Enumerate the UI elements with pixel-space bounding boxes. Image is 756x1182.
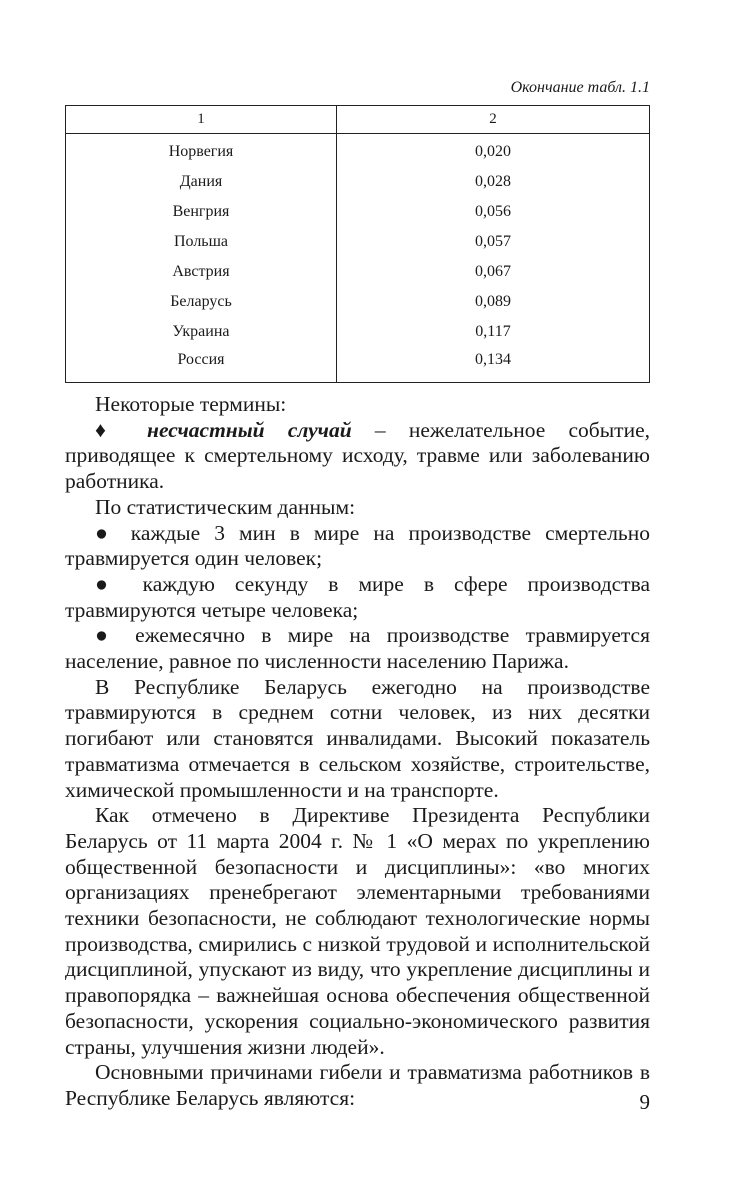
value-cell: 0,089 — [337, 287, 650, 317]
bullet-icon: ● — [95, 623, 136, 648]
list-item-text: ежемесячно в мире на производстве травмируется население, равное по численности населению Парижа. — [65, 623, 650, 674]
list-item-text: каждые 3 мин в мире на производстве смертельно травмируется один человек; — [65, 520, 650, 571]
list-item — [65, 521, 650, 572]
value-cell: 0,028 — [337, 167, 650, 197]
list-item — [65, 623, 650, 674]
table-row — [66, 167, 650, 197]
page-number: 9 — [639, 1090, 650, 1114]
country-cell: Польша — [66, 227, 337, 257]
table-header-col-2: 2 — [337, 106, 650, 134]
table-row — [66, 317, 650, 347]
bullet-icon: ● — [95, 571, 143, 596]
terms-heading: Некоторые термины: — [95, 392, 287, 416]
paragraph-directive: Как отмечено в Директиве Президента Республики Беларусь от 11 марта 2004 г. № 1 «О мерах по укреплению общественной безопасности и дисциплины»: «во многих организациях пренебрегают элементарными требованиями техники безопасности, не соблюдают технологические нормы производства, смирились с низкой трудовой и исполнительской дисциплиной, упускают из виду, что укрепление дисциплины и правопорядка – важнейшая основа обеспечения общественной безопасности, ускорения социально-экономического развития страны, улучшения жизни людей». — [65, 803, 650, 1059]
book-page — [65, 0, 650, 1182]
table-row — [66, 197, 650, 227]
country-cell: Россия — [66, 347, 337, 383]
value-cell: 0,134 — [337, 347, 650, 383]
list-item-text: каждую секунду в мире в сфере производства травмируются четыре человека; — [65, 571, 650, 622]
table-row — [66, 287, 650, 317]
table-caption: Окончание табл. 1.1 — [510, 79, 650, 96]
country-cell: Австрия — [66, 257, 337, 287]
country-cell: Дания — [66, 167, 337, 197]
paragraph-belarus: В Республике Беларусь ежегодно на производстве травмируются в среднем сотни человек, из них десятки погибают или становятся инвалидами. Высокий показатель травматизма отмечается в сельском хозяйстве, строительстве, химической промышленности и на транспорте. — [65, 674, 650, 802]
value-cell: 0,067 — [337, 257, 650, 287]
term-paragraph — [65, 418, 650, 495]
bullet-icon: ● — [95, 520, 131, 545]
table-header-row — [66, 106, 650, 134]
country-cell: Беларусь — [66, 287, 337, 317]
country-cell: Норвегия — [66, 134, 337, 168]
value-cell: 0,020 — [337, 134, 650, 168]
table-row — [66, 134, 650, 168]
injury-rate-table — [65, 105, 650, 383]
diamond-bullet-icon: ♦ — [95, 417, 148, 442]
value-cell: 0,056 — [337, 197, 650, 227]
term-definition: – нежелательное событие, приводящее к смертельному исходу, травме или заболеванию работника. — [65, 417, 650, 494]
table-row — [66, 347, 650, 383]
table-header-col-1: 1 — [66, 106, 337, 134]
term-name: несчастный случай — [147, 417, 352, 442]
table-row — [66, 257, 650, 287]
table-row — [66, 227, 650, 257]
stats-heading: По статистическим данным: — [95, 494, 356, 519]
paragraph-causes: Основными причинами гибели и травматизма работников в Республике Беларусь являются: — [65, 1060, 650, 1110]
value-cell: 0,117 — [337, 317, 650, 347]
list-item — [65, 572, 650, 623]
body-text — [65, 392, 650, 1112]
country-cell: Венгрия — [66, 197, 337, 227]
country-cell: Украина — [66, 317, 337, 347]
value-cell: 0,057 — [337, 227, 650, 257]
